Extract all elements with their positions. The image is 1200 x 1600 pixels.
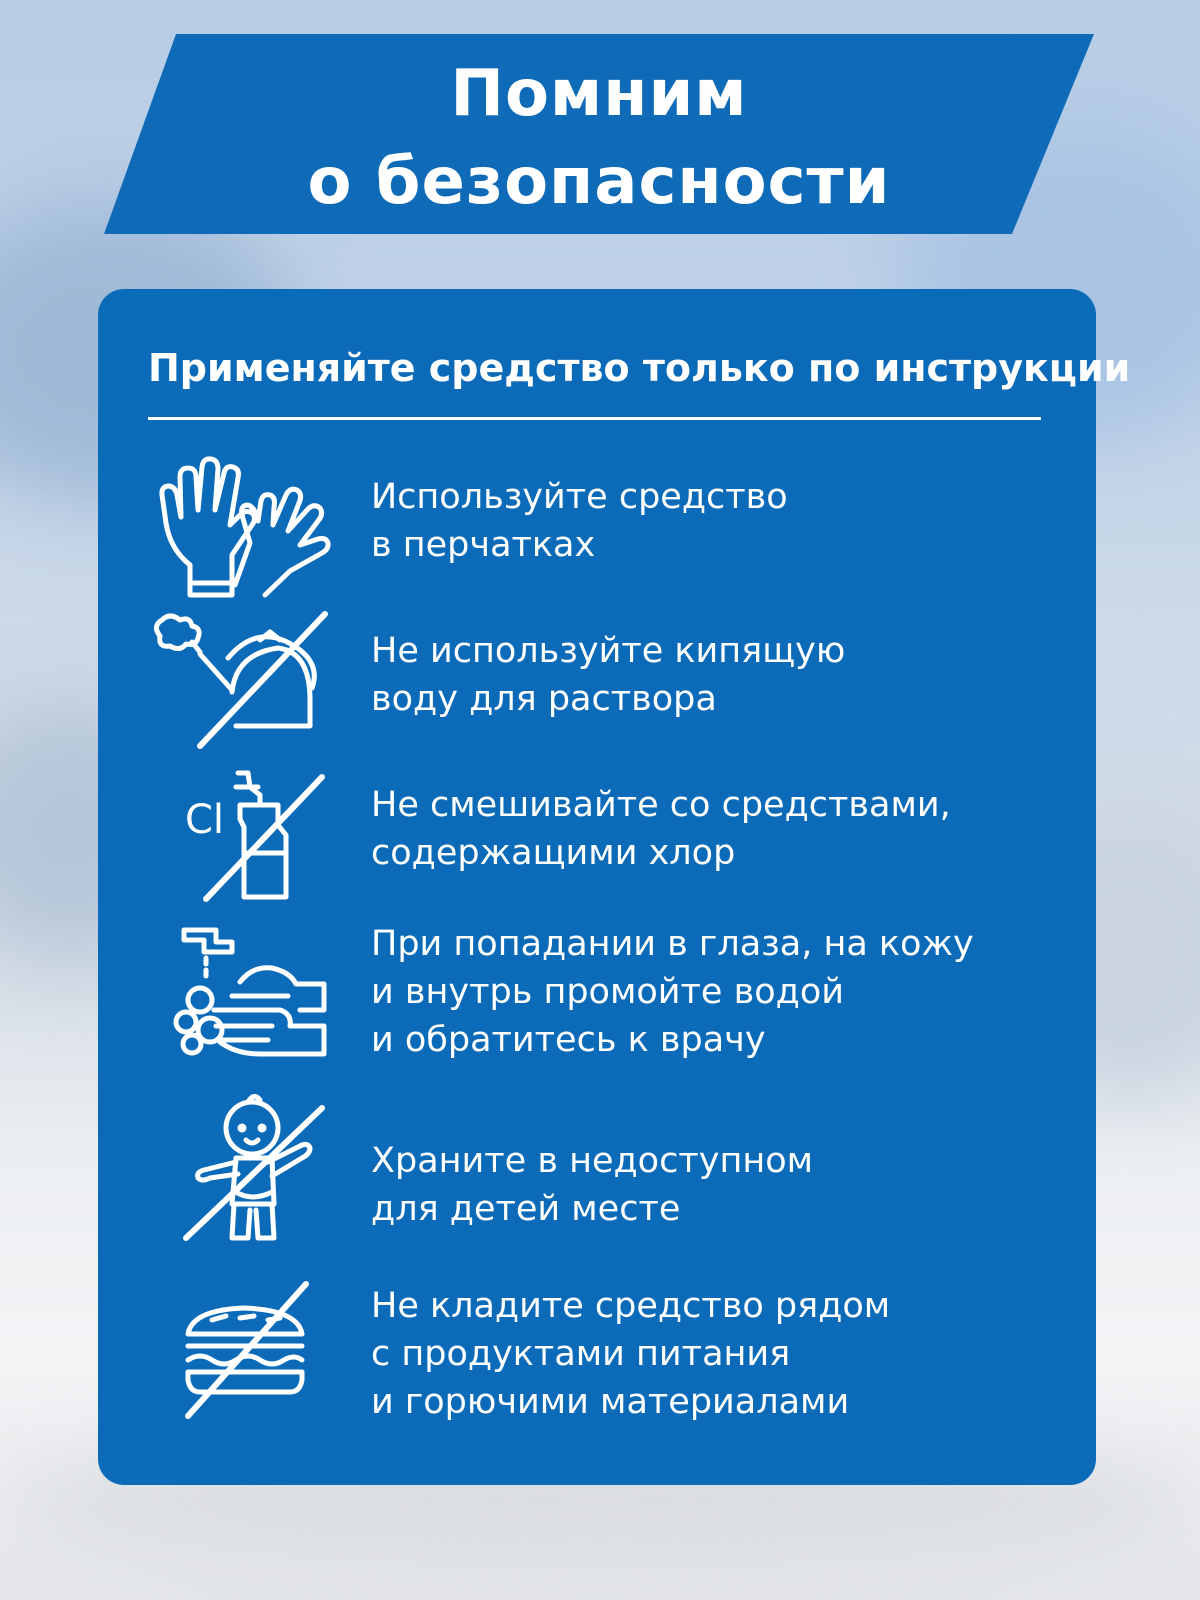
page-title-line-2: о безопасности [307, 145, 891, 219]
subtitle-divider [148, 417, 1041, 420]
rule-wash-text: При попадании в глаза, на кожу и внутрь промойте водой и обратитесь к врачу [371, 924, 974, 1060]
page-title [104, 50, 1094, 226]
no-boiling-kettle-icon [140, 610, 340, 760]
wash-hands-icon [140, 922, 340, 1072]
card-subtitle: Применяйте средство только по инструкции [148, 346, 1131, 390]
chlorine-label: Cl [185, 797, 225, 843]
no-chlorine-icon [140, 765, 340, 915]
no-food-icon [140, 1276, 340, 1426]
rule-chlorine-text: Не смешивайте со средствами, содержащими хлор [371, 785, 951, 873]
rule-boiling-text: Не используйте кипящую воду для раствора [371, 631, 846, 719]
page-title-line-1: Помним [450, 57, 748, 131]
rule-gloves-text: Используйте средство в перчатках [371, 477, 788, 565]
no-children-icon [140, 1098, 340, 1248]
gloves-icon [140, 455, 340, 605]
rule-food-text: Не кладите средство рядом с продуктами питания и горючими материалами [371, 1286, 891, 1422]
rule-children-text: Храните в недоступном для детей месте [371, 1141, 814, 1229]
